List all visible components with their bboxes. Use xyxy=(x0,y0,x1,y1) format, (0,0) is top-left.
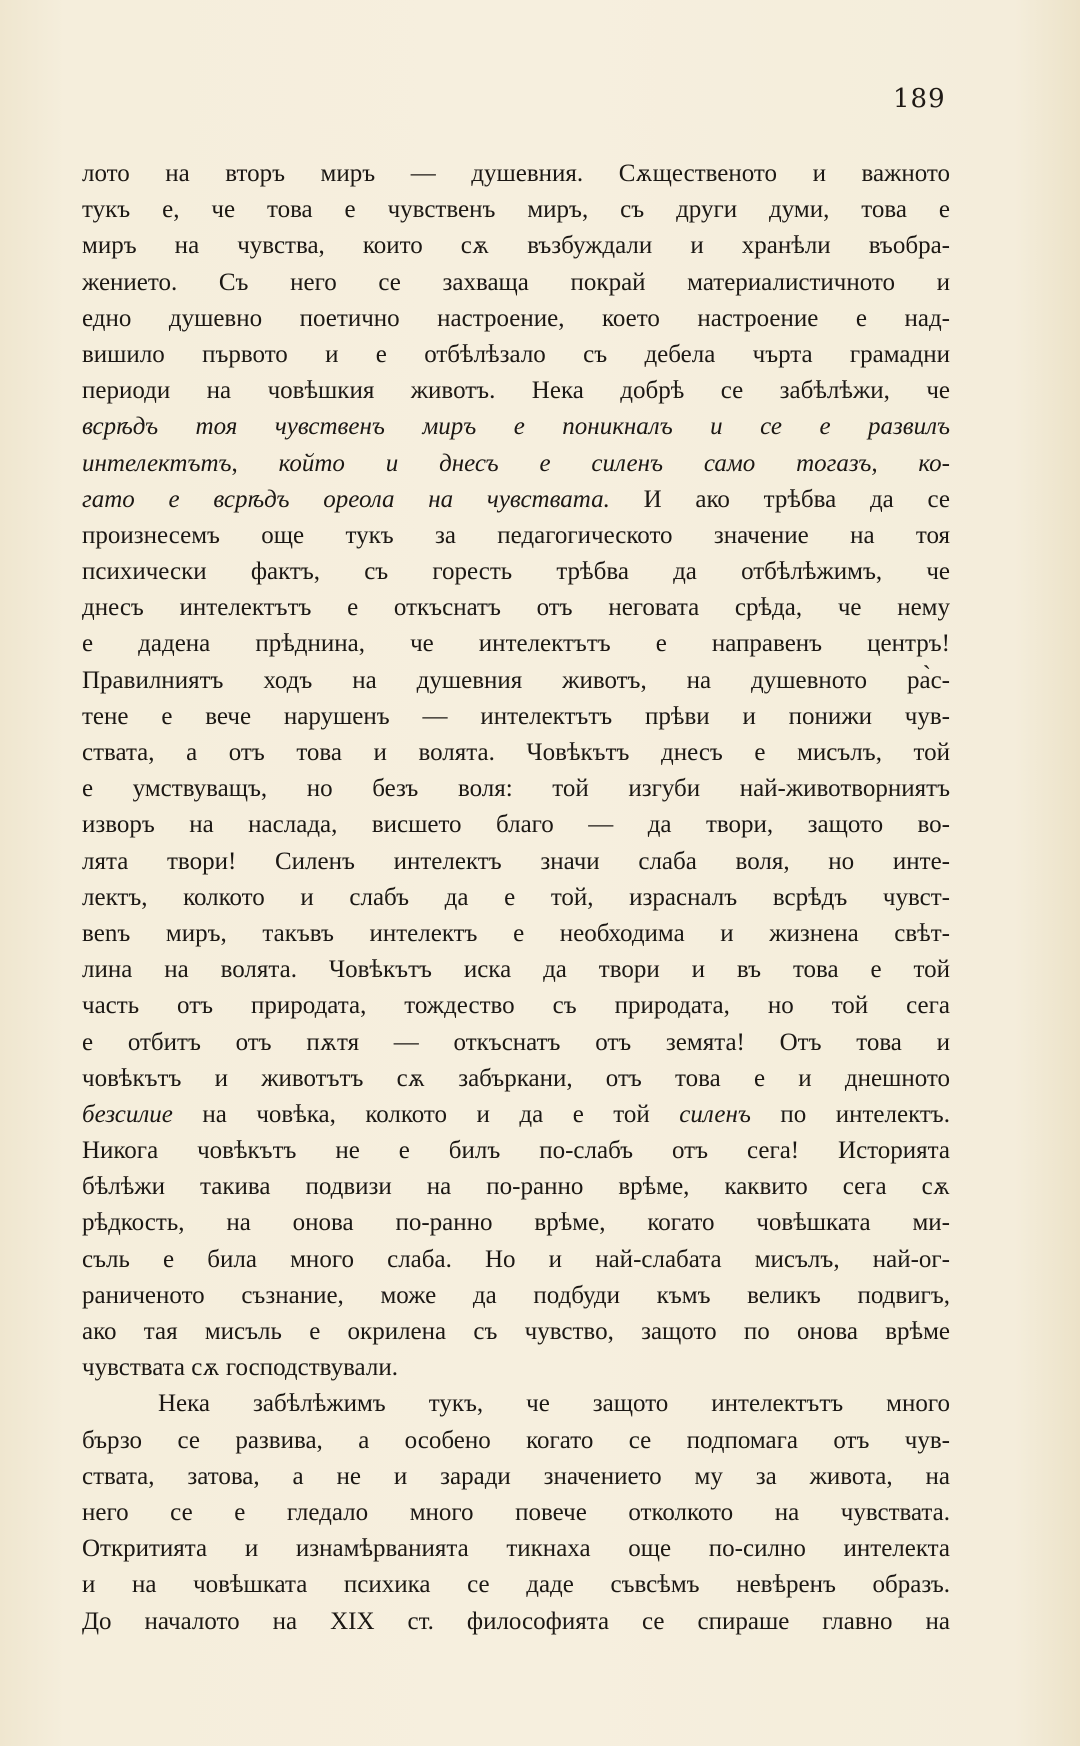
text-line: Правилниятъ ходъ на душевния животъ, на душевното ра̀с- xyxy=(82,666,950,694)
text-line: лектъ, колкото и слабъ да е той, израсналъ всрѣдъ чувст- xyxy=(82,883,950,911)
text-line: него се е гледало много повече отколкото на чувствата. xyxy=(82,1498,950,1526)
text-line: едно душевно поетично настроение, което настроение е над- xyxy=(82,304,950,332)
text-line-italic xyxy=(82,446,950,482)
text-line: ствата, а отъ това и волята. Човѣкътъ днесъ е мисълъ, той xyxy=(82,739,950,766)
text-fragment: по интелектъ. xyxy=(750,1100,950,1128)
text-line: рѣдкость, на онова по-ранно врѣме, когато човѣшката ми- xyxy=(82,1209,950,1237)
body-text xyxy=(82,156,950,1640)
text-line: жението. Съ него се захваща покрай материалистичното и xyxy=(82,268,950,296)
text-line: лята твори! Силенъ интелектъ значи слаба воля, но инте- xyxy=(82,847,950,875)
text-line: съль е била много слаба. Но и най-слабата мисълъ, най-ог- xyxy=(82,1245,950,1273)
text-line: лото на вторъ миръ — душевния. Сѫщественото и важното xyxy=(82,160,950,187)
text-line: периоди на човѣшкия животъ. Нека добрѣ се забѣлѣжи, че xyxy=(82,377,950,405)
text-fragment: И ако трѣбва да се xyxy=(609,485,950,513)
text-line: е дадена прѣднина, че интелектътъ е направенъ центръ! xyxy=(82,630,950,658)
text-line: бързо се развива, а особено когато се подпомага отъ чув- xyxy=(82,1426,950,1454)
text-line-italic xyxy=(82,409,950,445)
text-line-mixed xyxy=(82,1097,950,1133)
italic-phrase: който и днесъ е силенъ само тогазъ, ко- xyxy=(278,449,950,477)
italic-phrase: интелектътъ xyxy=(82,449,232,477)
text-line: раниченото съзнание, може да подбуди къмъ великъ подвигъ, xyxy=(82,1281,950,1309)
text-line: ако тая мисъль е окрилена съ чувство, защото по онова врѣме xyxy=(82,1318,950,1345)
italic-phrase: силенъ xyxy=(679,1100,751,1128)
text-line: бѣлѣжи такива подвизи на по-ранно врѣме, каквито сега сѫ xyxy=(82,1173,950,1201)
text-line: ствата, затова, а не и заради значението му за живота, на xyxy=(82,1462,950,1490)
text-line: тене е вече нарушенъ — интелектътъ прѣви и понижи чув- xyxy=(82,702,950,730)
text-line: тукъ е, че това е чувственъ миръ, съ други думи, това е xyxy=(82,196,950,224)
text-line: Никога човѣкътъ не е билъ по-слабъ отъ сега! Историята xyxy=(82,1137,950,1165)
text-line: изворъ на наслада, висшето благо — да твори, защото во- xyxy=(82,811,950,839)
italic-phrase: безсилие xyxy=(82,1100,173,1128)
text-fragment: , xyxy=(231,449,279,477)
italic-phrase: гато е всрѣдъ ореола на чувствата. xyxy=(82,485,610,513)
text-line-indented: Нека забѣлѣжимъ тукъ, че защото интелектътъ много xyxy=(158,1390,950,1418)
text-line-mixed xyxy=(82,482,950,518)
text-line: днесъ интелектътъ е откъснатъ отъ неговата срѣда, че нему xyxy=(82,594,950,622)
italic-phrase: всрѣдъ тоя чувственъ миръ е поникналъ и се е развилъ xyxy=(82,413,950,441)
text-line: вenъ миръ, такъвъ интелектъ е необходима и жизнена свѣт- xyxy=(82,919,950,947)
text-line: произнесемъ още тукъ за педагогическото значение на тоя xyxy=(82,521,950,549)
text-line: и на човѣшката психика се даде съвсѣмъ невѣренъ образъ. xyxy=(82,1571,950,1599)
text-line: е отбитъ отъ пѫтя — откъснатъ отъ земята! Отъ това и xyxy=(82,1028,950,1056)
text-line: е умствуващъ, но безъ воля: той изгуби най-животворниятъ xyxy=(82,775,950,803)
text-line: До началото на XIX ст. философията се спираше главно на xyxy=(82,1607,950,1635)
text-line: Откритията и изнамѣрванията тикнаха още по-силно интелекта xyxy=(82,1535,950,1563)
text-line: вишило първото и е отбѣлѣзало съ дебела чърта грамадни xyxy=(82,340,950,368)
text-line: чувствата сѫ господствували. xyxy=(82,1354,398,1382)
page-number: 189 xyxy=(893,84,946,114)
text-line: човѣкътъ и животътъ сѫ забъркани, отъ това е и днешното xyxy=(82,1064,950,1092)
text-line: часть отъ природата, тождество съ природата, но той сега xyxy=(82,992,950,1020)
text-fragment: на човѣка, колкото и да е той xyxy=(172,1100,680,1128)
text-line: миръ на чувства, които сѫ възбуждали и хранѣли въобра- xyxy=(82,232,950,260)
text-line: лина на волята. Човѣкътъ иска да твори и въ това е той xyxy=(82,956,950,984)
text-line: психически фактъ, съ горесть трѣбва да отбѣлѣжимъ, че xyxy=(82,558,950,586)
